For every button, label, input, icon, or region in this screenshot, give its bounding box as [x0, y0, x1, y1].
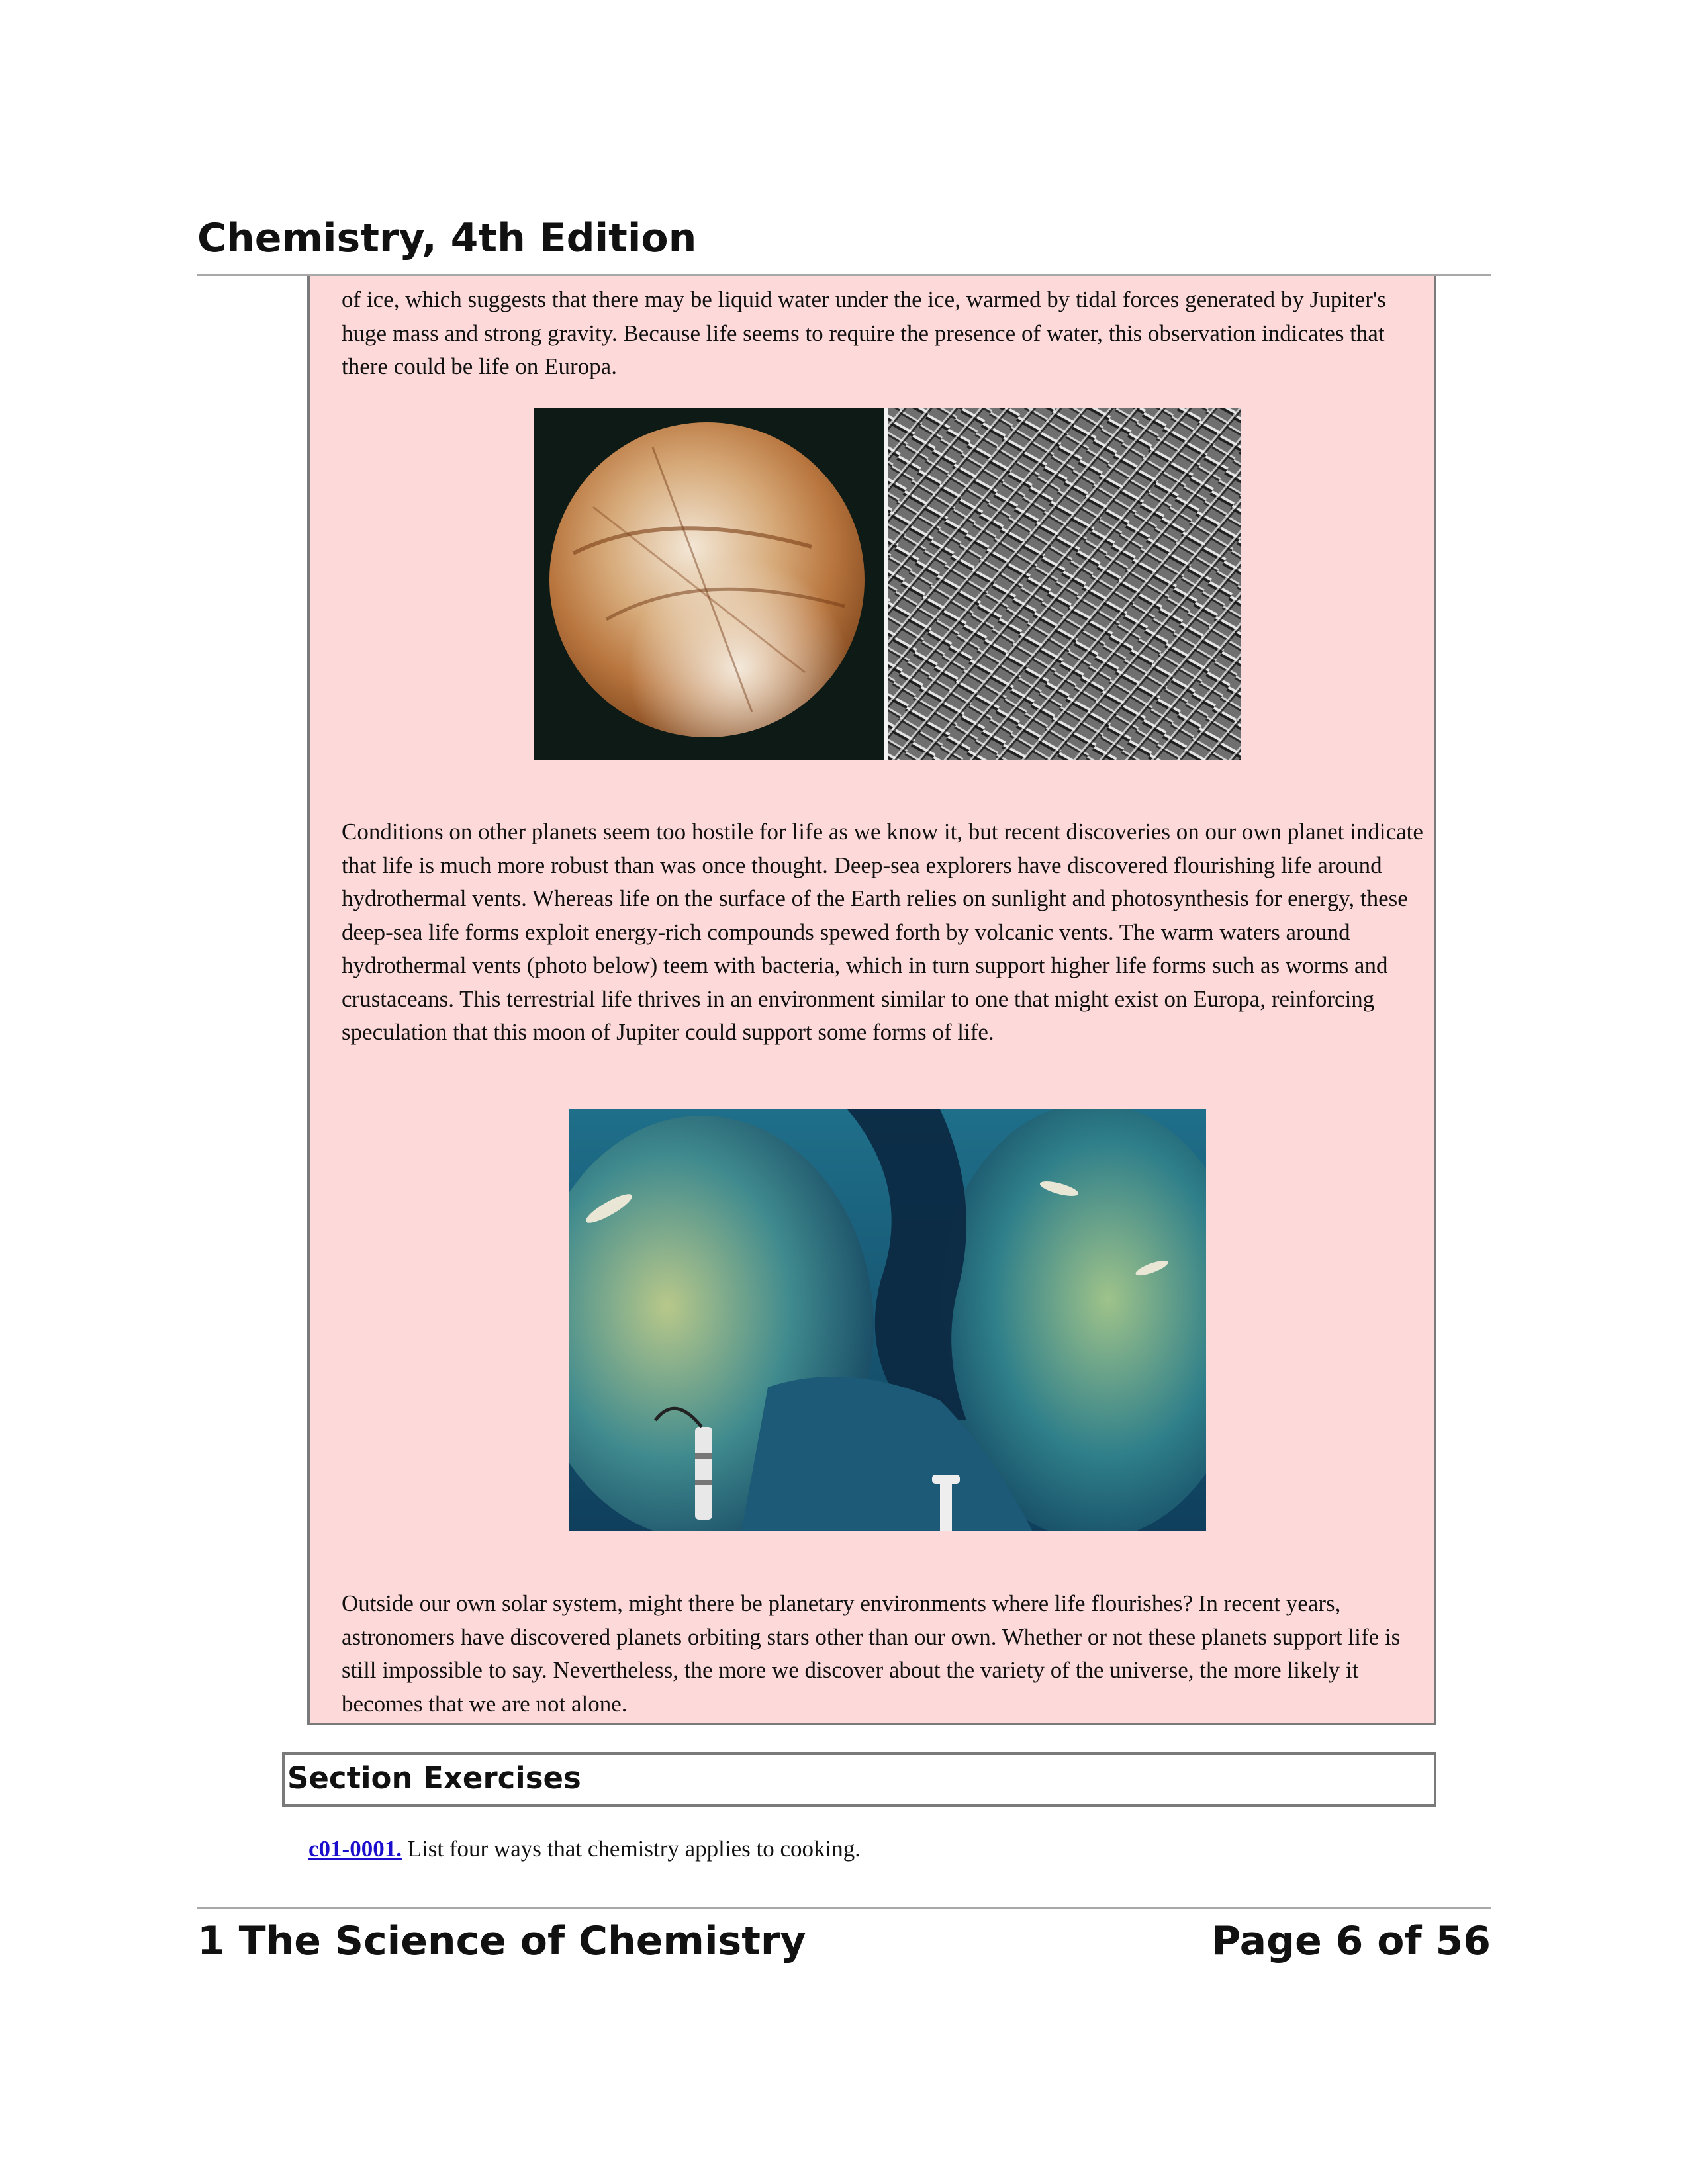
chapter-title: 1 The Science of Chemistry — [197, 1918, 806, 1964]
sidebar-paragraph-1: of ice, which suggests that there may be liquid water under the ice, warmed by tidal forces generated by Jupiter's huge mass and strong gravity. Because life seems to require the presence of water, this observation indicates that there could be life on Europa. — [342, 287, 1386, 379]
book-title: Chemistry, 4th Edition — [197, 215, 697, 261]
sidebar-paragraph-3: Outside our own solar system, might there be planetary environments where life flourishes? In recent years, astronomers have discovered planets orbiting stars other than our own. Whether or not these planets support life is still impossible to say. Nevertheless, the more we discover about the variety of the universe, the more likely it becomes that we are not alone. — [342, 1590, 1401, 1717]
europa-photo — [534, 408, 1241, 760]
sidebar-paragraph-2: Conditions on other planets seem too hostile for life as we know it, but recent discoveries on our own planet indicate that life is much more robust than was once thought. Deep-sea explorers have discovered flourishing life around hydrothermal vents. Whereas life on the surface of the Earth relies on sunlight and photosynthesis for energy, these deep-sea life forms exploit energy-rich compounds spewed forth by volcanic vents. The warm waters around hydrothermal vents (photo below) teem with bacteria, which in turn support higher life forms such as worms and crustaceans. This terrestrial life thrives in an environment similar to one that might exist on Europa, reinforcing speculation that this moon of Jupiter could support some forms of life. — [342, 819, 1423, 1045]
exercise-text: List four ways that chemistry applies to cooking. — [401, 1836, 861, 1862]
page-number: Page 6 of 56 — [1211, 1918, 1491, 1964]
hydrothermal-vent-photo — [569, 1109, 1206, 1531]
footer-divider — [197, 1907, 1491, 1909]
exercise-link-c01-0001[interactable]: c01-0001. — [308, 1836, 402, 1862]
section-exercises-heading: Section Exercises — [287, 1760, 581, 1796]
exercise-item — [308, 1836, 861, 1862]
